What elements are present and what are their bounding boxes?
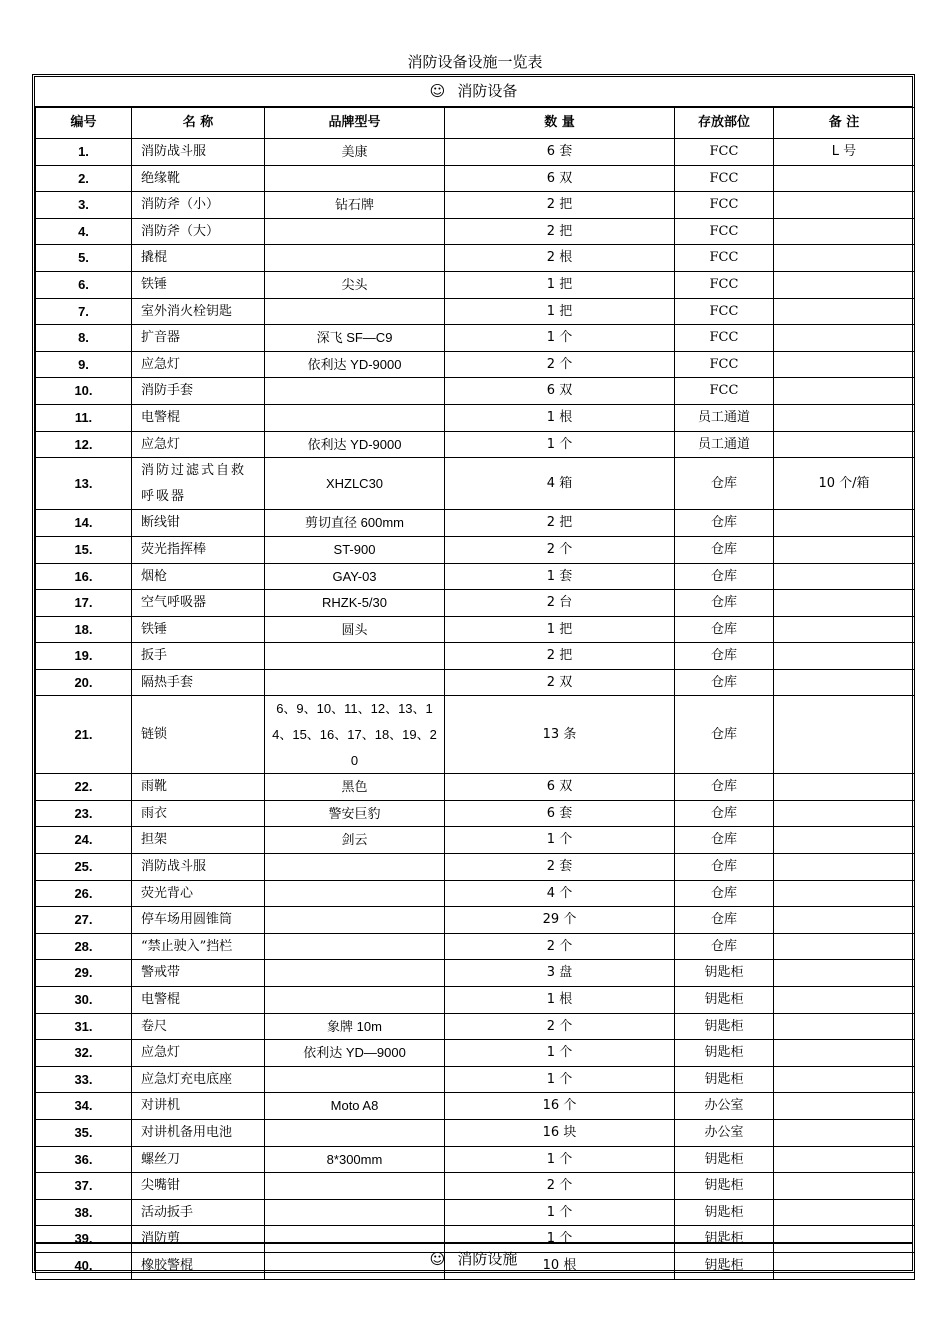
cell-quantity: 2 个 xyxy=(445,1173,675,1200)
cell-remarks xyxy=(774,510,915,537)
cell-quantity: 29 个 xyxy=(445,907,675,934)
cell-remarks xyxy=(774,827,915,854)
smiley-icon: ☺ xyxy=(429,82,446,100)
cell-number: 24. xyxy=(36,827,132,854)
cell-quantity: 2 把 xyxy=(445,510,675,537)
cell-quantity: 1 把 xyxy=(445,271,675,298)
cell-name: 活动扳手 xyxy=(132,1199,265,1226)
cell-remarks xyxy=(774,378,915,405)
cell-quantity: 2 套 xyxy=(445,854,675,881)
cell-number: 9. xyxy=(36,351,132,378)
cell-brand-model: 钻石牌 xyxy=(265,192,445,219)
cell-number: 7. xyxy=(36,298,132,325)
cell-number: 34. xyxy=(36,1093,132,1120)
cell-name: 荧光背心 xyxy=(132,880,265,907)
cell-number: 28. xyxy=(36,933,132,960)
cell-remarks xyxy=(774,1119,915,1146)
cell-location: 钥匙柜 xyxy=(675,960,774,987)
cell-name: 隔热手套 xyxy=(132,669,265,696)
cell-brand-model xyxy=(265,298,445,325)
cell-remarks xyxy=(774,1146,915,1173)
column-header-location: 存放部位 xyxy=(675,108,774,139)
cell-location: FCC xyxy=(675,271,774,298)
cell-remarks: 10 个/箱 xyxy=(774,458,915,510)
table-row xyxy=(36,1146,915,1173)
table-row xyxy=(36,827,915,854)
table-row xyxy=(36,907,915,934)
cell-brand-model: 美康 xyxy=(265,139,445,166)
cell-location: 仓库 xyxy=(675,590,774,617)
cell-location: 钥匙柜 xyxy=(675,1199,774,1226)
cell-quantity: 6 套 xyxy=(445,139,675,166)
cell-name: 警戒带 xyxy=(132,960,265,987)
table-row xyxy=(36,590,915,617)
cell-location: FCC xyxy=(675,378,774,405)
cell-location: 仓库 xyxy=(675,774,774,801)
cell-location: FCC xyxy=(675,245,774,272)
cell-quantity: 2 根 xyxy=(445,245,675,272)
cell-name: 铁锤 xyxy=(132,616,265,643)
cell-name: 橡胶警棍 xyxy=(132,1252,265,1279)
cell-name: 荧光指挥棒 xyxy=(132,536,265,563)
cell-number: 40. xyxy=(36,1252,132,1279)
cell-remarks xyxy=(774,800,915,827)
table-row xyxy=(36,218,915,245)
table-row xyxy=(36,536,915,563)
cell-quantity: 2 个 xyxy=(445,1013,675,1040)
cell-location: 员工通道 xyxy=(675,431,774,458)
cell-location: 仓库 xyxy=(675,563,774,590)
cell-number: 16. xyxy=(36,563,132,590)
cell-remarks xyxy=(774,165,915,192)
cell-remarks xyxy=(774,616,915,643)
cell-quantity: 6 双 xyxy=(445,378,675,405)
cell-number: 8. xyxy=(36,325,132,352)
cell-number: 12. xyxy=(36,431,132,458)
cell-location: 仓库 xyxy=(675,510,774,537)
cell-brand-model: 依利达 YD—9000 xyxy=(265,1040,445,1067)
column-header-remarks: 备 注 xyxy=(774,108,915,139)
cell-name: 消防战斗服 xyxy=(132,854,265,881)
cell-name: 螺丝刀 xyxy=(132,1146,265,1173)
cell-name: 消防剪 xyxy=(132,1226,265,1253)
table-row xyxy=(36,325,915,352)
cell-location: FCC xyxy=(675,351,774,378)
cell-name: 尖嘴钳 xyxy=(132,1173,265,1200)
cell-location: 钥匙柜 xyxy=(675,1013,774,1040)
cell-brand-model: 剪切直径 600mm xyxy=(265,510,445,537)
cell-brand-model xyxy=(265,880,445,907)
cell-quantity: 2 个 xyxy=(445,933,675,960)
cell-number: 17. xyxy=(36,590,132,617)
cell-brand-model: 8*300mm xyxy=(265,1146,445,1173)
cell-quantity: 2 个 xyxy=(445,536,675,563)
cell-name: 电警棍 xyxy=(132,987,265,1014)
cell-brand-model xyxy=(265,1173,445,1200)
cell-location: 仓库 xyxy=(675,827,774,854)
cell-quantity: 10 根 xyxy=(445,1252,675,1279)
cell-location: FCC xyxy=(675,139,774,166)
cell-name: 撬棍 xyxy=(132,245,265,272)
table-row xyxy=(36,880,915,907)
cell-remarks xyxy=(774,643,915,670)
cell-name: 对讲机备用电池 xyxy=(132,1119,265,1146)
cell-number: 14. xyxy=(36,510,132,537)
cell-quantity: 1 个 xyxy=(445,1226,675,1253)
cell-number: 31. xyxy=(36,1013,132,1040)
cell-brand-model xyxy=(265,960,445,987)
cell-location: 仓库 xyxy=(675,536,774,563)
cell-brand-model: 6、9、10、11、12、13、14、15、16、17、18、19、20 xyxy=(265,696,445,774)
cell-quantity: 3 盘 xyxy=(445,960,675,987)
cell-quantity: 4 箱 xyxy=(445,458,675,510)
cell-name: “禁止驶入”挡栏 xyxy=(132,933,265,960)
cell-location: 钥匙柜 xyxy=(675,1173,774,1200)
cell-brand-model xyxy=(265,165,445,192)
cell-remarks xyxy=(774,351,915,378)
cell-name: 雨靴 xyxy=(132,774,265,801)
cell-quantity: 2 把 xyxy=(445,218,675,245)
cell-brand-model: ST-900 xyxy=(265,536,445,563)
cell-remarks xyxy=(774,404,915,431)
cell-name: 空气呼吸器 xyxy=(132,590,265,617)
cell-number: 4. xyxy=(36,218,132,245)
cell-brand-model xyxy=(265,1119,445,1146)
cell-number: 26. xyxy=(36,880,132,907)
cell-brand-model xyxy=(265,1066,445,1093)
cell-remarks xyxy=(774,669,915,696)
cell-location: 仓库 xyxy=(675,669,774,696)
table-row xyxy=(36,192,915,219)
cell-brand-model xyxy=(265,907,445,934)
cell-location: 仓库 xyxy=(675,616,774,643)
cell-brand-model: Moto A8 xyxy=(265,1093,445,1120)
cell-name: 扩音器 xyxy=(132,325,265,352)
cell-number: 25. xyxy=(36,854,132,881)
cell-brand-model xyxy=(265,245,445,272)
cell-quantity: 2 把 xyxy=(445,192,675,219)
cell-brand-model: 剑云 xyxy=(265,827,445,854)
cell-number: 32. xyxy=(36,1040,132,1067)
cell-number: 3. xyxy=(36,192,132,219)
cell-location: 仓库 xyxy=(675,854,774,881)
cell-brand-model: RHZK-5/30 xyxy=(265,590,445,617)
table-row xyxy=(36,1199,915,1226)
cell-location: 办公室 xyxy=(675,1093,774,1120)
table-row xyxy=(36,800,915,827)
table-row xyxy=(36,458,915,510)
cell-name: 消防手套 xyxy=(132,378,265,405)
column-header-name: 名 称 xyxy=(132,108,265,139)
cell-name: 室外消火栓钥匙 xyxy=(132,298,265,325)
cell-location: 仓库 xyxy=(675,933,774,960)
cell-name: 应急灯 xyxy=(132,351,265,378)
cell-remarks xyxy=(774,696,915,774)
cell-name: 应急灯充电底座 xyxy=(132,1066,265,1093)
cell-remarks xyxy=(774,774,915,801)
cell-remarks xyxy=(774,854,915,881)
cell-number: 23. xyxy=(36,800,132,827)
cell-brand-model xyxy=(265,987,445,1014)
smiley-icon: ☺ xyxy=(429,1250,446,1268)
cell-number: 2. xyxy=(36,165,132,192)
cell-quantity: 6 双 xyxy=(445,774,675,801)
cell-brand-model xyxy=(265,218,445,245)
cell-number: 15. xyxy=(36,536,132,563)
table-row xyxy=(36,854,915,881)
cell-name: 停车场用圆锥筒 xyxy=(132,907,265,934)
cell-quantity: 6 套 xyxy=(445,800,675,827)
cell-name: 铁锤 xyxy=(132,271,265,298)
cell-location: 钥匙柜 xyxy=(675,1066,774,1093)
cell-name: 断线钳 xyxy=(132,510,265,537)
cell-quantity: 1 根 xyxy=(445,404,675,431)
cell-remarks xyxy=(774,907,915,934)
cell-name: 消防斧（小） xyxy=(132,192,265,219)
cell-quantity: 4 个 xyxy=(445,880,675,907)
cell-name: 雨衣 xyxy=(132,800,265,827)
table-row xyxy=(36,960,915,987)
cell-quantity: 1 个 xyxy=(445,431,675,458)
cell-number: 21. xyxy=(36,696,132,774)
table-row xyxy=(36,616,915,643)
section-title: 消防设备 xyxy=(457,82,518,100)
cell-quantity: 1 个 xyxy=(445,325,675,352)
cell-location: 钥匙柜 xyxy=(675,1226,774,1253)
cell-remarks xyxy=(774,271,915,298)
cell-location: 员工通道 xyxy=(675,404,774,431)
cell-quantity: 1 把 xyxy=(445,298,675,325)
cell-number: 22. xyxy=(36,774,132,801)
table-row xyxy=(36,271,915,298)
cell-remarks xyxy=(774,1013,915,1040)
cell-brand-model: 警安巨豹 xyxy=(265,800,445,827)
cell-quantity: 1 个 xyxy=(445,1199,675,1226)
cell-remarks xyxy=(774,1066,915,1093)
table-row xyxy=(36,1066,915,1093)
table-body xyxy=(36,139,915,1280)
table-row xyxy=(36,933,915,960)
cell-brand-model xyxy=(265,933,445,960)
cell-location: 仓库 xyxy=(675,907,774,934)
cell-quantity: 1 个 xyxy=(445,827,675,854)
cell-remarks xyxy=(774,880,915,907)
table-row xyxy=(36,1040,915,1067)
cell-remarks xyxy=(774,1093,915,1120)
cell-remarks xyxy=(774,536,915,563)
table-row xyxy=(36,774,915,801)
cell-name: 扳手 xyxy=(132,643,265,670)
cell-number: 38. xyxy=(36,1199,132,1226)
cell-brand-model: 圆头 xyxy=(265,616,445,643)
cell-name: 绝缘靴 xyxy=(132,165,265,192)
cell-number: 6. xyxy=(36,271,132,298)
cell-remarks xyxy=(774,192,915,219)
cell-location: 仓库 xyxy=(675,880,774,907)
cell-brand-model xyxy=(265,854,445,881)
cell-remarks xyxy=(774,960,915,987)
cell-brand-model xyxy=(265,378,445,405)
cell-remarks: L 号 xyxy=(774,139,915,166)
column-header-quantity: 数 量 xyxy=(445,108,675,139)
table-row xyxy=(36,378,915,405)
cell-remarks xyxy=(774,298,915,325)
cell-number: 1. xyxy=(36,139,132,166)
column-header-number: 编号 xyxy=(36,108,132,139)
cell-number: 5. xyxy=(36,245,132,272)
cell-name: 电警棍 xyxy=(132,404,265,431)
cell-number: 10. xyxy=(36,378,132,405)
cell-location: 仓库 xyxy=(675,458,774,510)
cell-location: 钥匙柜 xyxy=(675,1252,774,1279)
cell-brand-model: 依利达 YD-9000 xyxy=(265,351,445,378)
section-title: 消防设施 xyxy=(457,1250,518,1268)
table-row xyxy=(36,510,915,537)
cell-location: 钥匙柜 xyxy=(675,1146,774,1173)
table-row xyxy=(36,139,915,166)
cell-number: 13. xyxy=(36,458,132,510)
cell-name: 消防战斗服 xyxy=(132,139,265,166)
cell-number: 29. xyxy=(36,960,132,987)
cell-quantity: 1 套 xyxy=(445,563,675,590)
section-header-equipment xyxy=(35,76,912,107)
cell-number: 19. xyxy=(36,643,132,670)
cell-remarks xyxy=(774,431,915,458)
cell-remarks xyxy=(774,933,915,960)
cell-quantity: 2 个 xyxy=(445,351,675,378)
cell-name: 消防过滤式自救呼吸器 xyxy=(132,458,265,510)
cell-quantity: 1 个 xyxy=(445,1146,675,1173)
cell-remarks xyxy=(774,218,915,245)
cell-number: 18. xyxy=(36,616,132,643)
cell-quantity: 6 双 xyxy=(445,165,675,192)
cell-name: 应急灯 xyxy=(132,1040,265,1067)
cell-remarks xyxy=(774,1199,915,1226)
cell-number: 33. xyxy=(36,1066,132,1093)
cell-remarks xyxy=(774,563,915,590)
cell-name: 链锁 xyxy=(132,696,265,774)
cell-number: 30. xyxy=(36,987,132,1014)
cell-number: 27. xyxy=(36,907,132,934)
cell-brand-model xyxy=(265,643,445,670)
table-row xyxy=(36,987,915,1014)
cell-quantity: 16 个 xyxy=(445,1093,675,1120)
equipment-table xyxy=(35,107,915,1280)
cell-name: 卷尺 xyxy=(132,1013,265,1040)
cell-quantity: 2 双 xyxy=(445,669,675,696)
cell-location: 仓库 xyxy=(675,643,774,670)
cell-remarks xyxy=(774,245,915,272)
cell-remarks xyxy=(774,325,915,352)
cell-quantity: 1 个 xyxy=(445,1066,675,1093)
cell-quantity: 1 个 xyxy=(445,1040,675,1067)
table-row xyxy=(36,1119,915,1146)
cell-name: 担架 xyxy=(132,827,265,854)
table-row xyxy=(36,431,915,458)
cell-location: 办公室 xyxy=(675,1119,774,1146)
cell-quantity: 16 块 xyxy=(445,1119,675,1146)
cell-quantity: 1 根 xyxy=(445,987,675,1014)
section-header-facilities xyxy=(35,1242,912,1274)
cell-number: 35. xyxy=(36,1119,132,1146)
cell-brand-model xyxy=(265,1199,445,1226)
document-title: 消防设备设施一览表 xyxy=(407,53,543,71)
table-row xyxy=(36,643,915,670)
cell-number: 37. xyxy=(36,1173,132,1200)
cell-name: 消防斧（大） xyxy=(132,218,265,245)
cell-brand-model: GAY-03 xyxy=(265,563,445,590)
cell-brand-model: 深飞 SF—C9 xyxy=(265,325,445,352)
cell-brand-model xyxy=(265,669,445,696)
cell-brand-model: 象牌 10m xyxy=(265,1013,445,1040)
cell-brand-model: 黑色 xyxy=(265,774,445,801)
cell-location: FCC xyxy=(675,165,774,192)
cell-brand-model: XHZLC30 xyxy=(265,458,445,510)
table-row xyxy=(36,298,915,325)
cell-location: FCC xyxy=(675,298,774,325)
cell-quantity: 1 把 xyxy=(445,616,675,643)
cell-quantity: 13 条 xyxy=(445,696,675,774)
table-row xyxy=(36,245,915,272)
cell-name: 对讲机 xyxy=(132,1093,265,1120)
cell-remarks xyxy=(774,1173,915,1200)
table-row xyxy=(36,1173,915,1200)
cell-name: 烟枪 xyxy=(132,563,265,590)
cell-remarks xyxy=(774,1040,915,1067)
cell-number: 11. xyxy=(36,404,132,431)
table-row xyxy=(36,165,915,192)
cell-number: 39. xyxy=(36,1226,132,1253)
cell-location: FCC xyxy=(675,192,774,219)
cell-location: 仓库 xyxy=(675,800,774,827)
table-row xyxy=(36,669,915,696)
column-header-brand-model: 品牌型号 xyxy=(265,108,445,139)
cell-location: FCC xyxy=(675,325,774,352)
table-row xyxy=(36,1093,915,1120)
table-row xyxy=(36,563,915,590)
table-header-row xyxy=(36,108,915,139)
cell-brand-model: 依利达 YD-9000 xyxy=(265,431,445,458)
table-row xyxy=(36,1013,915,1040)
cell-brand-model: 尖头 xyxy=(265,271,445,298)
cell-name: 应急灯 xyxy=(132,431,265,458)
cell-number: 36. xyxy=(36,1146,132,1173)
cell-number: 20. xyxy=(36,669,132,696)
cell-quantity: 2 把 xyxy=(445,643,675,670)
cell-location: 钥匙柜 xyxy=(675,987,774,1014)
cell-quantity: 2 台 xyxy=(445,590,675,617)
table-row xyxy=(36,351,915,378)
table-row xyxy=(36,696,915,774)
cell-remarks xyxy=(774,590,915,617)
cell-location: 仓库 xyxy=(675,696,774,774)
cell-location: FCC xyxy=(675,218,774,245)
table-row xyxy=(36,404,915,431)
cell-location: 钥匙柜 xyxy=(675,1040,774,1067)
cell-brand-model xyxy=(265,404,445,431)
cell-remarks xyxy=(774,987,915,1014)
